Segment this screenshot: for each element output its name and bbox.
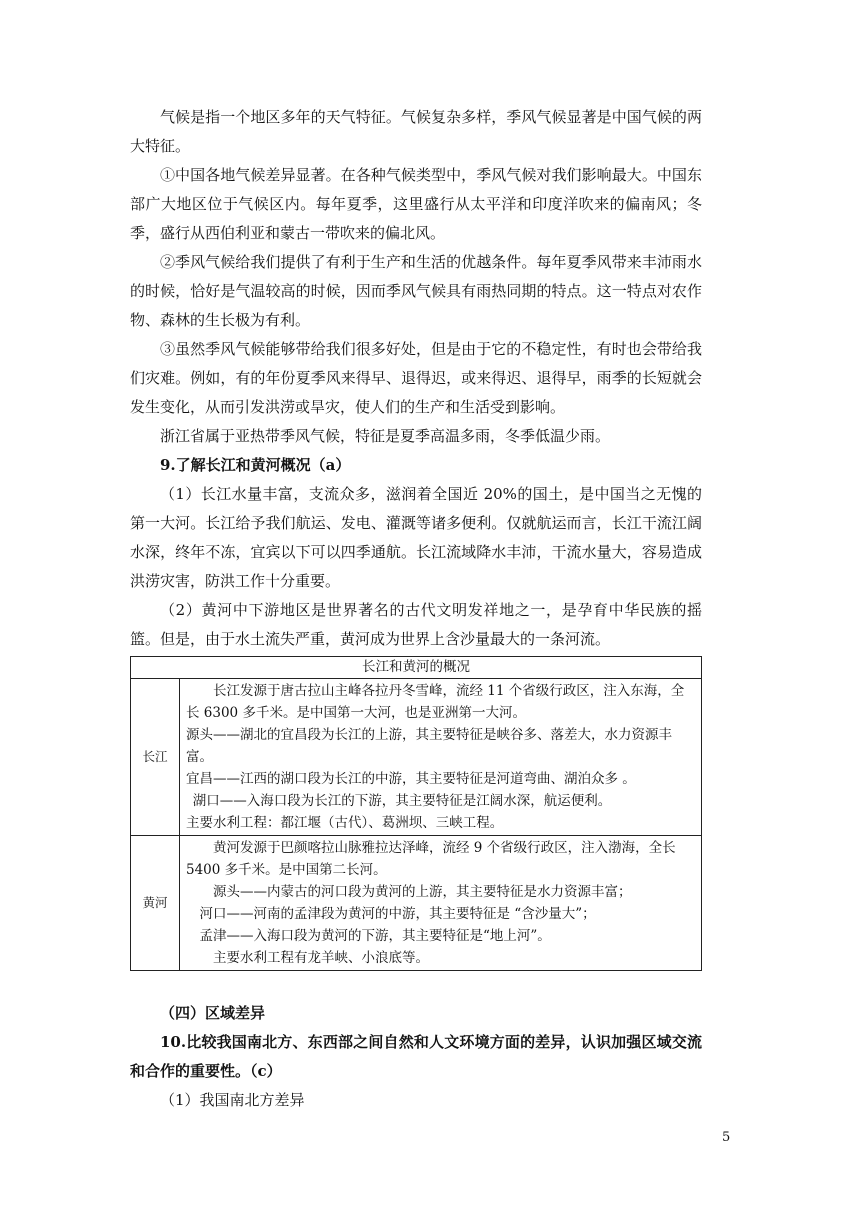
section-spacer (130, 971, 702, 999)
table-caption-row (131, 657, 702, 679)
row-label-yellow-river: 黄河 (131, 836, 180, 971)
yellow-lower-line: 孟津——入海口段为黄河的下游，其主要特征是“地上河”。 (199, 928, 551, 944)
paragraph-climate-point-2: ②季风气候给我们提供了有利于生产和生活的优越条件。每年夏季风带来丰沛雨水的时候，恰好是气温较高的时候，因而季风气候具有雨热同期的特点。这一特点对农作物、森林的生长极为有利。 (130, 253, 702, 329)
row-label-yangtze: 长江 (131, 679, 180, 836)
table-row (131, 679, 702, 836)
yangtze-lower-line: 湖口——入海口段为长江的下游，其主要特征是江阔水深，航运便利。 (192, 793, 612, 809)
paragraph-yellow-river: （2）黄河中下游地区是世界著名的古代文明发祥地之一，是孕育中华民族的摇篮。但是，由于水土流失严重，黄河成为世界上含沙量最大的一条河流。 (130, 601, 702, 648)
item-10-subheading: （1）我国南北方差异 (160, 1091, 305, 1109)
paragraph-climate-intro: 气候是指一个地区多年的天气特征。气候复杂多样，季风气候显著是中国气候的两大特征。 (130, 108, 702, 155)
page-number: 5 (722, 1130, 731, 1145)
paragraph-yangtze: （1）长江水量丰富，支流众多，滋润着全国近 20%的国土，是中国当之无愧的第一大河。长江给予我们航运、发电、灌溉等诸多便利。仅就航运而言，长江干流江阔水深，终年不冻，宜宾以下可以四季通航。长江流域降水丰沛，干流水量大，容易造成洪涝灾害，防洪工作十分重要。 (130, 485, 702, 590)
yangtze-middle-line: 宜昌——江西的湖口段为长江的中游，其主要特征是河道弯曲、湖泊众多 。 (186, 771, 636, 787)
yellow-middle-line: 河口——河南的孟津段为黄河的中游，其主要特征是 “含沙量大”； (199, 906, 596, 922)
table-caption: 长江和黄河的概况 (131, 657, 702, 679)
table-row (131, 836, 702, 971)
row-content-yangtze (180, 679, 702, 836)
item-10-heading: 10.比较我国南北方、东西部之间自然和人文环境方面的差异，认识加强区域交流和合作的重要性。（c） (130, 1033, 702, 1080)
section-9-heading: 9.了解长江和黄河概况（a） (160, 456, 351, 474)
paragraph-climate-point-1: ①中国各地气候差异显著。在各种气候类型中，季风气候对我们影响最大。中国东部广大地区位于气候区内。每年夏季，这里盛行从太平洋和印度洋吹来的偏南风；冬季，盛行从西伯利亚和蒙古一带吹来的偏北风。 (130, 166, 702, 242)
yellow-projects-line: 主要水利工程有龙羊峡、小浪底等。 (213, 950, 429, 966)
rivers-overview-table (130, 656, 702, 971)
paragraph-zhejiang-climate: 浙江省属于亚热带季风气候，特征是夏季高温多雨，冬季低温少雨。 (160, 427, 611, 445)
paragraph-climate-point-3: ③虽然季风气候能够带给我们很多好处，但是由于它的不稳定性，有时也会带给我们灾难。例如，有的年份夏季风来得早、退得迟，或来得迟、退得早，雨季的长短就会发生变化，从而引发洪涝或旱灾，使人们的生产和生活受到影响。 (130, 340, 702, 416)
row-content-yellow-river (180, 836, 702, 971)
yellow-upper-line: 源头——内蒙古的河口段为黄河的上游，其主要特征是水力资源丰富； (213, 884, 632, 900)
section-4-heading: （四）区域差异 (160, 1004, 266, 1022)
yangtze-overview-line: 长江发源于唐古拉山主峰各拉丹冬雪峰，流经 11 个省级行政区，注入东海，全长 6300 多千米。是中国第一大河，也是亚洲第一大河。 (186, 683, 685, 721)
yangtze-projects-line: 主要水利工程：都江堰（古代）、葛洲坝、三峡工程。 (186, 815, 504, 831)
yangtze-upper-line: 源头——湖北的宜昌段为长江的上游，其主要特征是峡谷多、落差大，水力资源丰富。 (186, 727, 672, 765)
yellow-overview-line: 黄河发源于巴颜喀拉山脉雅拉达泽峰，流经 9 个省级行政区，注入渤海，全长 5400 多千米。是中国第二长河。 (186, 840, 676, 878)
page-content (130, 103, 702, 1115)
